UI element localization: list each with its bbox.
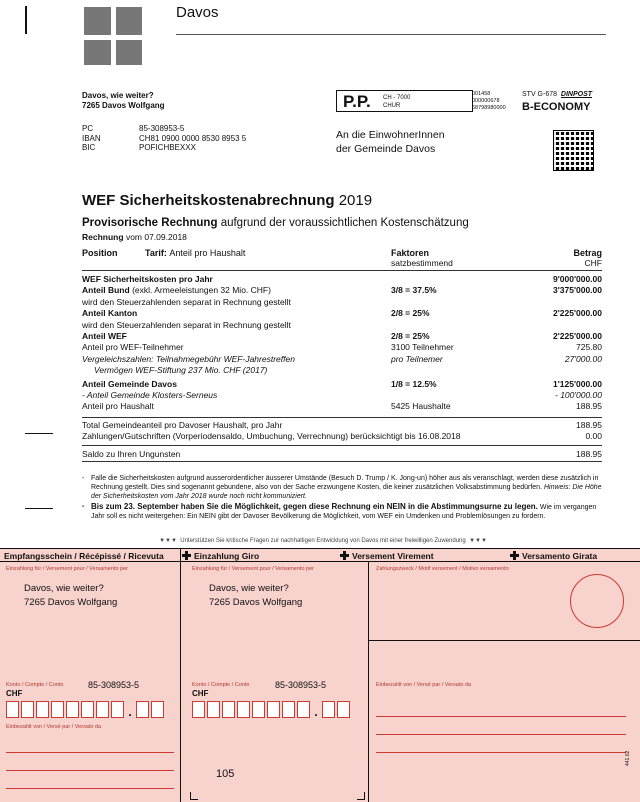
recipient-line1: Davos, wie weiter?: [24, 583, 104, 594]
swiss-cross-icon: [340, 551, 349, 560]
swiss-cross-icon: [182, 551, 191, 560]
amount-field[interactable]: .: [6, 701, 164, 723]
bank-value: CH81 0900 0000 8530 8953 5: [139, 133, 247, 143]
row-amount: 725.80: [576, 342, 602, 353]
slip-divider: [368, 562, 369, 802]
row-factor: 2/8 = 25%: [391, 330, 430, 341]
postage-num1: 001458: [472, 91, 491, 97]
pp-label: P.P.: [343, 92, 371, 111]
receipt-recipient: [24, 582, 117, 610]
table-row: [82, 365, 602, 376]
table-row: [82, 379, 602, 390]
payment-slip: [0, 548, 640, 802]
bank-key: IBAN: [82, 133, 101, 143]
table-rows: [82, 274, 602, 413]
cost-table: [82, 248, 602, 464]
col-faktoren-sub: satzbestimmend: [391, 258, 453, 268]
payer-line[interactable]: [6, 752, 174, 753]
postal-brand: DINPOST: [560, 91, 593, 98]
slip-number: 105: [216, 768, 235, 780]
stv-code: STV G-678: [522, 91, 558, 98]
table-row: [82, 320, 602, 331]
title-year: 2019: [338, 192, 373, 209]
chf-label: CHF: [6, 689, 23, 698]
table-header: [82, 248, 602, 258]
bank-key: BIC: [82, 143, 96, 152]
saldo-value: 188.95: [576, 448, 602, 459]
row-factor: 3100 Teilnehmer: [391, 342, 454, 353]
header-rule: [176, 34, 606, 35]
subtitle: [82, 217, 469, 229]
payer-line[interactable]: [6, 770, 174, 771]
col-betrag-sub: CHF: [584, 258, 602, 268]
invoice-date: [82, 232, 187, 242]
label-einbezahlt-von: Einbezahlt von / Versé par / Versato da: [376, 682, 472, 688]
total-row: [82, 431, 602, 443]
chf-label: CHF: [192, 689, 209, 698]
row-position: Vergeleichszahlen: Teilnahmegebühr WEF-Jahrestreffen: [82, 353, 295, 364]
amount-field[interactable]: .: [192, 701, 350, 723]
bank-key: PC: [82, 124, 94, 133]
stamp-circle: [570, 574, 624, 628]
col-tarif-value: Anteil pro Haushalt: [169, 248, 246, 258]
row-factor: 1/8 = 12.5%: [391, 378, 437, 389]
account-number: 85-308953-5: [275, 680, 327, 690]
slip-divider: [369, 640, 640, 641]
row-position: Anteil Gemeinde Davos: [82, 378, 177, 389]
row-position: Anteil WEF: [82, 330, 127, 341]
row-amount: 188.95: [576, 401, 602, 412]
postage-code1: CH - 7000: [383, 95, 411, 101]
subtitle-rest: aufgrund der voraussichtlichen Kostenschätzung: [220, 217, 469, 229]
swiss-cross-icon: [510, 551, 519, 560]
total-label: Total Gemeindeanteil pro Davoser Haushalt, pro Jahr: [82, 419, 283, 430]
postage-code2: CHUR: [383, 103, 401, 109]
bank-value: 85-308953-5: [139, 124, 185, 133]
recipient-address: [336, 128, 445, 156]
col-position: Position: [82, 248, 118, 258]
row-factor: 5425 Haushalte: [391, 401, 451, 412]
row-position: wird den Steuerzahlenden separat in Rechnung gestellt: [82, 296, 291, 307]
slip-virement-label: Versement Virement: [352, 551, 434, 561]
note1-text: Falle die Sicherheitskosten aufgrund ausserordentlicher äusserer Umstände (Besuch D. Trump / K. Jong-un) höher aus als veranschlagt, werden diese zusätzlich in Rechnung gestellt. Dies sind sogenannt gebundene, also von der Sache erzwungene Kosten, die keiner zusätzlichen Volksabstimmung bedürfen.: [91, 475, 599, 491]
bank-value: POFICHBEXXX: [139, 143, 196, 152]
note-2: - Bis zum 23. September haben Sie die Möglichkeit, gegen diese Rechnung ein NEIN in die Abstimmungsurne zu legen. Wie im vergangen Jahr soll es nicht weitergehen: Ein NEIN gibt der Davoser Bevölkerung die Möglichkeit, vom WEF ein Umdenken und Problemlösungen zu fordern.: [82, 502, 597, 520]
label-konto: Konto / Compte / Conto: [6, 682, 64, 688]
row-position: Anteil Kanton: [82, 308, 138, 319]
total-label: Zahlungen/Gutschriften (Vorperiodensaldo, Umbuchung, Verrechnung) berücksichtigt bis 16.08.2018: [82, 431, 461, 442]
table-row: [82, 297, 602, 308]
cut-line: [118, 538, 528, 544]
subtitle-bold: Provisorische Rechnung: [82, 217, 218, 229]
label-konto: Konto / Compte / Conto: [192, 682, 250, 688]
saldo-row: [82, 449, 602, 459]
recipient-line1: An die EinwohnerInnen: [336, 129, 445, 141]
cut-text: Unterstützen Sie kritische Fragen zur nachhaltigen Entwicklung von Davos mit einer freiwilligen Zuwendung: [180, 538, 466, 544]
col-betrag: Betrag: [573, 248, 602, 258]
table-row: [82, 274, 602, 285]
stv-line: [522, 91, 592, 98]
row-amount: 1'125'000.00: [553, 378, 602, 389]
postage-num2: 000000678: [472, 98, 500, 104]
label-einzahlung-fuer: Einzahlung für / Versement pour / Versamento per: [6, 566, 128, 572]
b-economy: B-ECONOMY: [522, 101, 591, 113]
total-value: 188.95: [576, 419, 602, 430]
postage-codes: [383, 94, 410, 110]
recipient-line2: 7265 Davos Wolfgang: [24, 597, 118, 608]
sender-line2: 7265 Davos Wolfgang: [82, 101, 165, 110]
row-factor: 3/8 = 37.5%: [391, 285, 437, 296]
row-position: Vermögen WEF-Stiftung 237 Mio. CHF (2017): [94, 365, 268, 376]
table-row: [82, 308, 602, 319]
recipient-line1: Davos, wie weiter?: [209, 583, 289, 594]
row-position: Anteil Bund (exkl. Armeeleistungen 32 Mio. CHF): [82, 285, 271, 296]
postage-numbers: [472, 91, 506, 112]
payer-line[interactable]: [376, 734, 626, 735]
note2-bold: Bis zum 23. September haben Sie die Möglichkeit, gegen diese Rechnung ein NEIN in die Abstimmungsurne zu legen.: [91, 502, 538, 511]
note1-hint: Hinweis: Die Höhe der Sicherheitskosten vom Jahr 2018 wurde noch nicht kommuniziert.: [91, 484, 602, 500]
arrows-icon: ▼▼▼: [159, 538, 177, 544]
row-amount: 3'375'000.00: [553, 285, 602, 296]
saldo-label: Saldo zu Ihren Ungunsten: [82, 448, 181, 459]
row-factor: 2/8 = 25%: [391, 308, 430, 319]
table-row: [82, 342, 602, 353]
arrows-icon: ▼▼▼: [469, 538, 487, 544]
col-faktoren: Faktoren: [391, 248, 430, 258]
total-rows: [82, 420, 602, 443]
label-einzahlung-fuer: Einzahlung für / Versement pour / Versamento per: [192, 566, 314, 572]
slip-giro-label: Einzahlung Giro: [194, 551, 260, 561]
row-position: Anteil pro WEF-Teilnehmer: [82, 342, 184, 353]
date-value: vom 07.09.2018: [125, 232, 187, 242]
postage-num3: 68798980000: [472, 105, 506, 111]
account-number: 85-308953-5: [88, 680, 140, 690]
row-position: WEF Sicherheitskosten pro Jahr: [82, 274, 213, 284]
total-row: [82, 420, 602, 432]
postage-box: [336, 90, 473, 112]
divider: [82, 417, 602, 418]
table-row: [82, 390, 602, 401]
total-value: 0.00: [585, 431, 602, 442]
table-subheader: [82, 258, 602, 268]
divider: [82, 270, 602, 271]
row-amount: 27'000.00: [564, 353, 602, 364]
table-row: [82, 285, 602, 296]
slip-girata-label: Versamento Girata: [522, 551, 598, 561]
row-amount: 2'225'000.00: [553, 330, 602, 341]
divider: [82, 461, 602, 462]
divider: [82, 445, 602, 446]
qr-code-icon: [553, 130, 594, 171]
bank-details: [82, 124, 246, 153]
label-einbezahlt-von: Einbezahlt von / Versé par / Versato da: [6, 724, 102, 730]
sender-address: [82, 91, 165, 111]
row-position: wird den Steuerzahlenden separat in Rechnung gestellt: [82, 319, 291, 330]
margin-mark: [25, 6, 27, 34]
payer-line[interactable]: [376, 716, 626, 717]
table-row: [82, 331, 602, 342]
slip-receipt-label: Empfangsschein / Récépissé / Ricevuta: [4, 551, 164, 561]
payer-line[interactable]: [6, 788, 174, 789]
corner-mark: [357, 792, 365, 800]
title-main: WEF Sicherheitskostenabrechnung: [82, 192, 335, 209]
fold-mark: [25, 433, 53, 434]
row-factor: pro Teilnemer: [391, 353, 443, 364]
recipient-line2: 7265 Davos Wolfgang: [209, 597, 303, 608]
table-row: [82, 354, 602, 365]
row-position: Anteil pro Haushalt: [82, 401, 154, 412]
note2-text: Wie im vergangen Jahr soll es nicht weitergehen: Ein NEIN gibt der Davoser Bevölkerung die Möglichkeit, vom WEF ein Umdenken und Problemlösungen zu fordern.: [91, 504, 597, 520]
town-name: Davos: [176, 4, 219, 21]
row-amount: - 100'000.00: [555, 389, 602, 400]
page-title: [82, 192, 372, 209]
fold-mark: [25, 508, 53, 509]
note-1: - Falle die Sicherheitskosten aufgrund ausserordentlicher äusserer Umstände (Besuch D. Trump / K. Jong-un) höher aus als veranschlagt, werden diese zusätzlich in Rechnung gestellt. Dies sind sogenannt gebundene, also von der Sache erzwungene Kosten, die keiner zusätzlichen Volksabstimmung bedürfen. Hinweis: Die Höhe der Sicherheitskosten vom Jahr 2018 wurde noch nicht kommuniziert.: [82, 475, 602, 500]
recipient-line2: der Gemeinde Davos: [336, 143, 436, 155]
row-amount: 9'000'000.00: [553, 274, 602, 284]
row-position: - Anteil Gemeinde Klosters-Serneus: [82, 389, 218, 400]
side-code: 441.02: [625, 750, 631, 766]
giro-recipient: [209, 582, 302, 610]
row-amount: 2'225'000.00: [553, 308, 602, 319]
slip-divider: [180, 548, 181, 802]
date-label: Rechnung: [82, 232, 124, 242]
label-zahlungszweck: Zahlungszweck / Motif versement / Motivo versamento: [376, 566, 509, 572]
col-tarif-label: Tarif:: [145, 248, 167, 258]
corner-mark: [190, 792, 198, 800]
notes: [82, 474, 602, 522]
payer-line[interactable]: [376, 752, 626, 753]
davos-logo: [84, 7, 142, 65]
slip-header: [0, 548, 640, 562]
sender-line1: Davos, wie weiter?: [82, 91, 154, 100]
table-row: [82, 401, 602, 412]
